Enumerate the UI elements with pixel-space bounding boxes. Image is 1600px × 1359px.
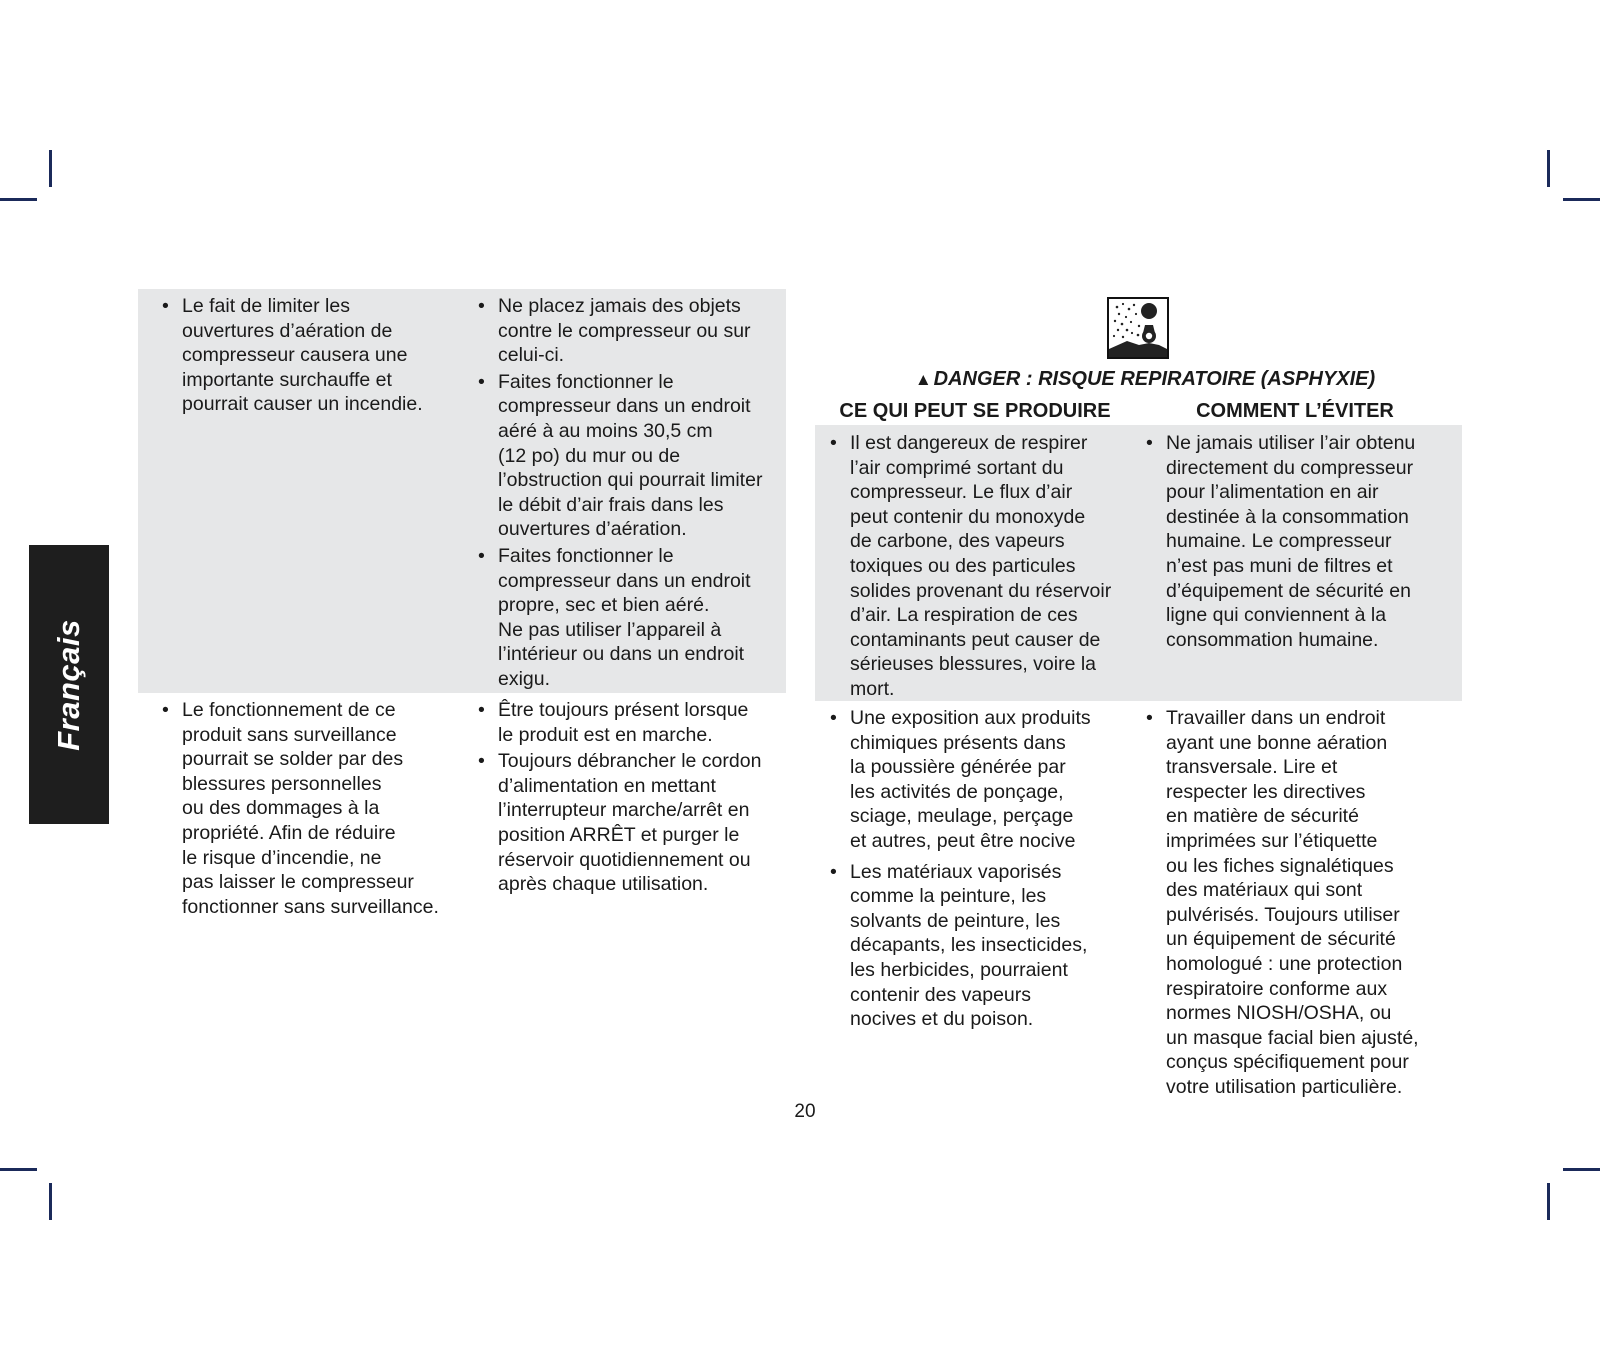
crop-mark (0, 1168, 37, 1171)
crop-mark (49, 1183, 52, 1220)
list-item: • Ne placez jamais des objets contre le compresseur ou sur celui-ci. (476, 294, 786, 368)
crop-mark (49, 150, 52, 187)
list-item: • Toujours débrancher le cordon d’alimentation en mettant l’interrupteur marche/arrêt en position ARRÊT et purger le réservoir quotidiennement ou après chaque utilisation. (476, 749, 786, 897)
list-item: • Il est dangereux de respirer l’air comprimé sortant du compresseur. Le flux d’air peut contenir du monoxyde de carbone, des vapeurs toxiques ou des particules solides provenant du réservoir d’air. La respiration de ces contaminants peut causer de sérieuses blessures, voire la mort. (828, 431, 1138, 702)
right-row-2-prevention (1144, 706, 1462, 1100)
list-item: • Ne jamais utiliser l’air obtenu directement du compresseur pour l’alimentation en air destinée à la consommation humaine. Le compresseur n’est pas muni de filtres et d’équipement de sécurité en ligne qui conviennent à la consommation humaine. (1144, 431, 1462, 652)
list-item: • Les matériaux vaporisés comme la peinture, les solvants de peinture, les décapants, les insecticides, les herbicides, pourraient contenir des vapeurs nocives et du poison. (828, 860, 1138, 1032)
left-row-2-prevention (476, 698, 786, 897)
right-row-1-prevention (1144, 431, 1462, 652)
column-header-how: COMMENT L’ÉVITER (1196, 400, 1394, 422)
right-row-1-hazard (828, 431, 1138, 702)
column-header-what: CE QUI PEUT SE PRODUIRE (839, 400, 1111, 422)
left-row-2-hazard (160, 698, 460, 919)
right-row-2-hazard (828, 706, 1138, 1032)
list-item: • Travailler dans un endroit ayant une bonne aération transversale. Lire et respecter les directives en matière de sécurité imprimées sur l’étiquette ou les fiches signalétiques des matériaux qui sont pulvérisés. Toujours utiliser un équipement de sécurité homologué : une protection respiratoire conforme aux normes NIOSH/OSHA, ou un masque facial bien ajusté, conçus spécifiquement pour votre utilisation particulière. (1144, 706, 1462, 1100)
warning-triangle-icon: ▲ (914, 370, 932, 389)
list-item: • Faites fonctionner le compresseur dans un endroit aéré à au moins 30,5 cm (12 po) du mur ou de l’obstruction qui pourrait limiter le débit d’air frais dans les ouvertures d’aération. (476, 370, 786, 542)
list-item: • Faites fonctionner le compresseur dans un endroit propre, sec et bien aéré. Ne pas utiliser l’appareil à l’intérieur ou dans un endroit exigu. (476, 544, 786, 692)
list-item: • Être toujours présent lorsque le produit est en marche. (476, 698, 786, 747)
crop-mark (1563, 1168, 1600, 1171)
crop-mark (1547, 1183, 1550, 1220)
left-row-1-hazard (160, 294, 460, 417)
danger-heading (830, 368, 1460, 391)
crop-mark (0, 198, 37, 201)
crop-mark (1563, 198, 1600, 201)
list-item: • Le fait de limiter les ouvertures d’aération de compresseur causera une importante surchauffe et pourrait causer un incendie. (160, 294, 460, 417)
crop-mark (1547, 150, 1550, 187)
list-item: • Une exposition aux produits chimiques présents dans la poussière générée par les activités de ponçage, sciage, meulage, perçage et autres, peut être nocive (828, 706, 1138, 854)
language-tab-label: Français (51, 618, 86, 751)
list-item: • Le fonctionnement de ce produit sans surveillance pourrait se solder par des blessures personnelles ou des dommages à la propriété. Afin de réduire le risque d’incendie, ne pas laisser le compresseur fonctionner sans surveillance. (160, 698, 460, 919)
left-row-1-prevention (476, 294, 786, 692)
danger-title: DANGER : RISQUE REPIRATOIRE (ASPHYXIE) (933, 368, 1376, 390)
language-tab (29, 545, 109, 824)
page-number: 20 (794, 1101, 816, 1122)
respiratory-hazard-icon (1107, 297, 1169, 359)
